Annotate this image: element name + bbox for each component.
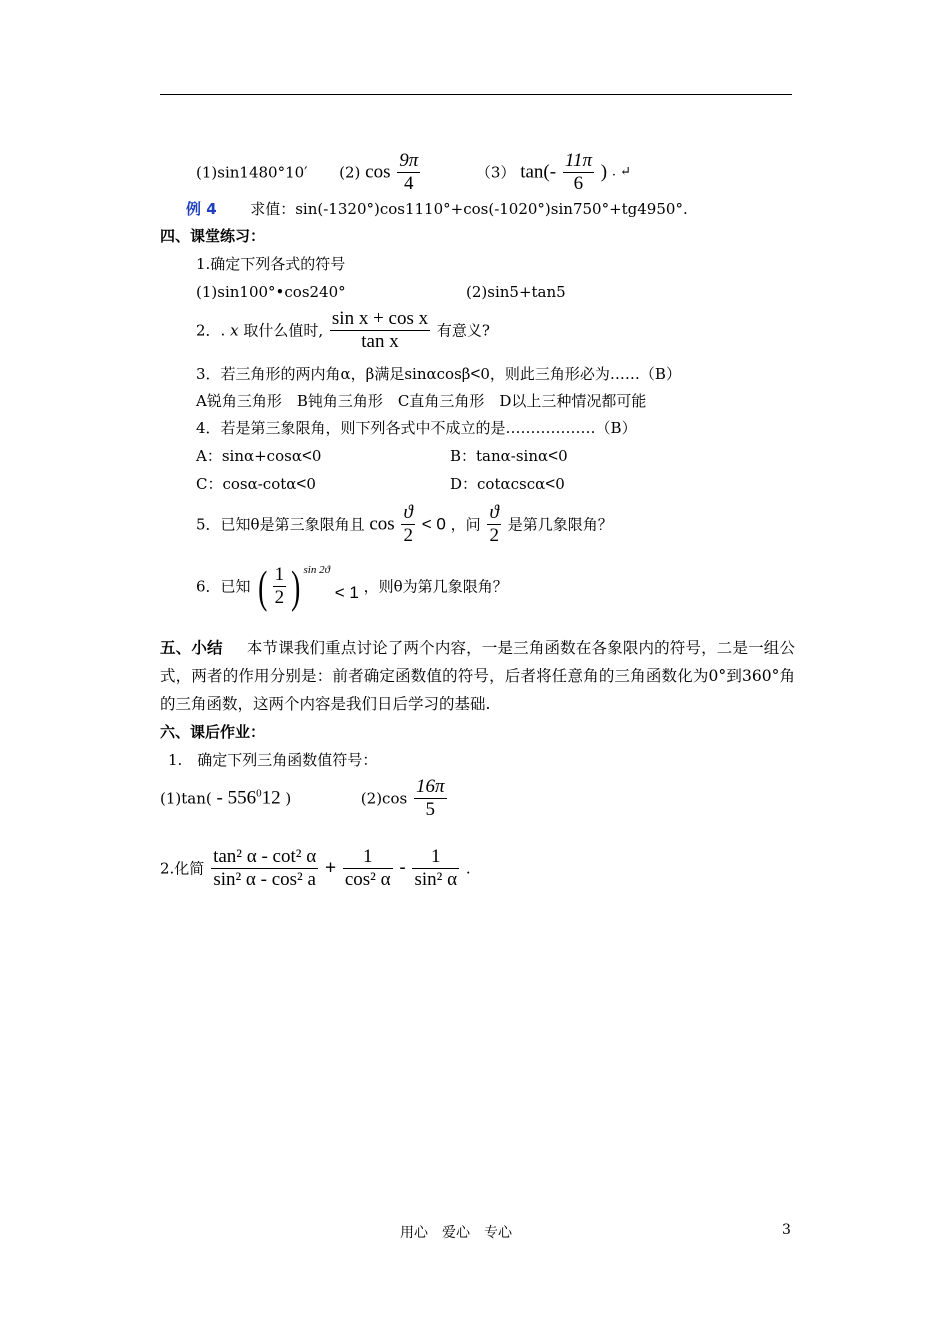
practice-q3-text: 3．若三角形的两内角α，β满足sinαcosβ (196, 365, 471, 383)
practice-q2-variable: x (230, 321, 239, 340)
fraction-denominator: 2 (274, 587, 285, 608)
practice-q5-mid: ，问 (450, 515, 481, 534)
practice-q6 (196, 560, 508, 624)
less-than-sign: < (545, 474, 556, 493)
practice-q6-prefix: 6．已知 (196, 577, 251, 596)
minus-sign: - (399, 857, 406, 879)
zero: 0 (311, 447, 322, 465)
zero: 0 (306, 475, 316, 493)
ex-item-1: (1)sin1480°10′ (196, 163, 308, 182)
ex-item-2-label: (2) (339, 163, 361, 182)
practice-q5-prefix: 5．已知θ是第三象限角且 (196, 515, 365, 534)
homework-q1a-minutes: 12 (261, 787, 281, 809)
homework-q2-fraction-2 (343, 846, 393, 891)
practice-q5-fraction-2 (487, 502, 501, 547)
option-d-text: D：cotαcscα (450, 475, 546, 493)
section-4-heading: 四、课堂练习： (160, 227, 266, 245)
section-5-heading: 五、小结 (160, 639, 223, 657)
practice-q5-fraction (401, 502, 415, 547)
fraction-denominator: 6 (573, 173, 584, 194)
homework-q2-fraction-1 (211, 846, 318, 891)
right-paren: ) (291, 560, 301, 612)
practice-q3-tail: 0，则此三角形必为……（B） (480, 365, 681, 383)
fraction-numerator: ϑ (401, 502, 415, 525)
practice-q1b: (2)sin5+tan5 (466, 283, 566, 301)
fraction-numerator: ϑ (487, 502, 501, 525)
homework-q1a-close: ) (285, 789, 292, 808)
practice-q5-tail: 是第几象限角？ (507, 515, 613, 534)
option-b-text: B：tanα-sinα (450, 447, 549, 465)
fraction-numerator: 1 (274, 564, 285, 585)
homework-q2-fraction-3 (412, 846, 459, 891)
footer-motto: 用心 爱心 专心 (400, 1225, 512, 1241)
practice-q2-mid: 取什么值时, (243, 321, 324, 340)
plus-sign: + (324, 857, 337, 879)
fraction-denominator: 2 (489, 525, 499, 546)
practice-q4-option-a (196, 446, 321, 466)
homework-q1b-prefix: (2)cos (360, 789, 408, 808)
fraction-denominator: sin² α (414, 869, 458, 890)
homework-q1b-fraction (414, 776, 447, 821)
option-a-text: A：sinα+cosα (196, 447, 302, 465)
fraction-denominator: tan x (361, 331, 399, 352)
example-4 (186, 199, 688, 219)
practice-q6-exponent: sin 2ϑ (303, 563, 330, 576)
left-paren: ( (258, 560, 268, 612)
fraction-numerator: 1 (343, 846, 393, 869)
practice-q4-option-d (450, 474, 565, 494)
page-number: 3 (782, 1222, 791, 1238)
practice-q2-tail: 有意义? (436, 321, 490, 340)
practice-q1: 1.确定下列各式的符号 (196, 255, 346, 273)
fraction-denominator: 4 (404, 173, 414, 194)
fraction-numerator: 16π (415, 776, 445, 797)
homework-q1: 1. 确定下列三角函数值符号： (168, 751, 378, 769)
homework-q1a-prefix: (1)tan( (160, 789, 212, 808)
example-4-text: 求值：sin(-1320°)cos1110°+cos(-1020°)sin750°+tg4950°. (250, 200, 688, 218)
homework-q2 (160, 846, 471, 898)
ex-item-3-close: ) (600, 161, 608, 183)
section-5-summary (160, 634, 795, 718)
section-5-text: 本节课我们重点讨论了两个内容，一是三角函数在各象限内的符号，二是一组公式，两者的作用分别是：前者确定函数值的符号，后者将任意角的三角函数化为0°到360°角的三角函数，这两个内容是我们日后学习的基础. (160, 639, 795, 713)
ex-item-3-tail: . ↵ (611, 164, 632, 180)
zero: 0 (558, 447, 568, 465)
practice-q6-fraction (273, 564, 287, 609)
fraction-denominator: sin² α - cos² a (213, 869, 316, 890)
practice-q5 (196, 502, 613, 552)
practice-q4-option-b (450, 446, 568, 466)
practice-q5-relation: < 0 (421, 514, 446, 534)
practice-q4: 4．若是第三象限角，则下列各式中不成立的是………………（B） (196, 419, 637, 437)
ex-item-2-fraction (397, 150, 420, 195)
less-than-sign: < (548, 446, 559, 465)
practice-q3-options: A锐角三角形 B钝角三角形 C直角三角形 D以上三种情况都可能 (196, 392, 647, 410)
practice-q6-tail: ，则θ为第几象限角？ (363, 577, 508, 596)
ex-item-3-fraction (563, 150, 594, 195)
less-than-sign: < (296, 474, 307, 493)
option-c-text: C：cosα-cotα (196, 475, 297, 493)
practice-q2 (196, 308, 490, 358)
section-6-heading: 六、课后作业： (160, 723, 266, 741)
homework-q1-parts (160, 776, 449, 826)
fraction-denominator: cos² α (344, 869, 391, 890)
practice-q4-option-c (196, 474, 316, 494)
practice-q5-fn: cos (369, 513, 395, 535)
practice-q6-relation: < 1 (334, 582, 359, 602)
fraction-numerator: 1 (412, 846, 459, 869)
fraction-denominator: 5 (425, 799, 435, 820)
header-rule (160, 94, 792, 95)
homework-q1a-degree: 0 (256, 787, 262, 800)
less-than-sign: < (301, 446, 312, 465)
ex-item-3-label: （3） (475, 163, 516, 182)
practice-q2-fraction (330, 308, 430, 353)
zero: 0 (555, 475, 565, 493)
ex-item-2-fn: cos (365, 161, 391, 183)
fraction-numerator: 9π (399, 150, 419, 171)
homework-q2-prefix: 2.化简 (160, 859, 205, 878)
less-than-sign: < (470, 364, 481, 383)
fraction-numerator: 11π (564, 150, 592, 171)
fraction-denominator: 2 (403, 525, 413, 546)
example-4-label: 例 4 (186, 200, 217, 218)
practice-q3 (196, 364, 681, 384)
fraction-numerator: tan² α - cot² α (213, 846, 317, 867)
fraction-numerator: sin x + cos x (331, 308, 429, 329)
ex-item-3-fn: tan(- (520, 161, 557, 183)
practice-q1a: (1)sin100°•cos240° (196, 283, 346, 301)
practice-q2-prefix: 2．. (196, 321, 226, 340)
homework-q2-tail: . (465, 859, 471, 878)
homework-q1a-value: - 556 (216, 787, 257, 809)
example-row (196, 150, 631, 194)
